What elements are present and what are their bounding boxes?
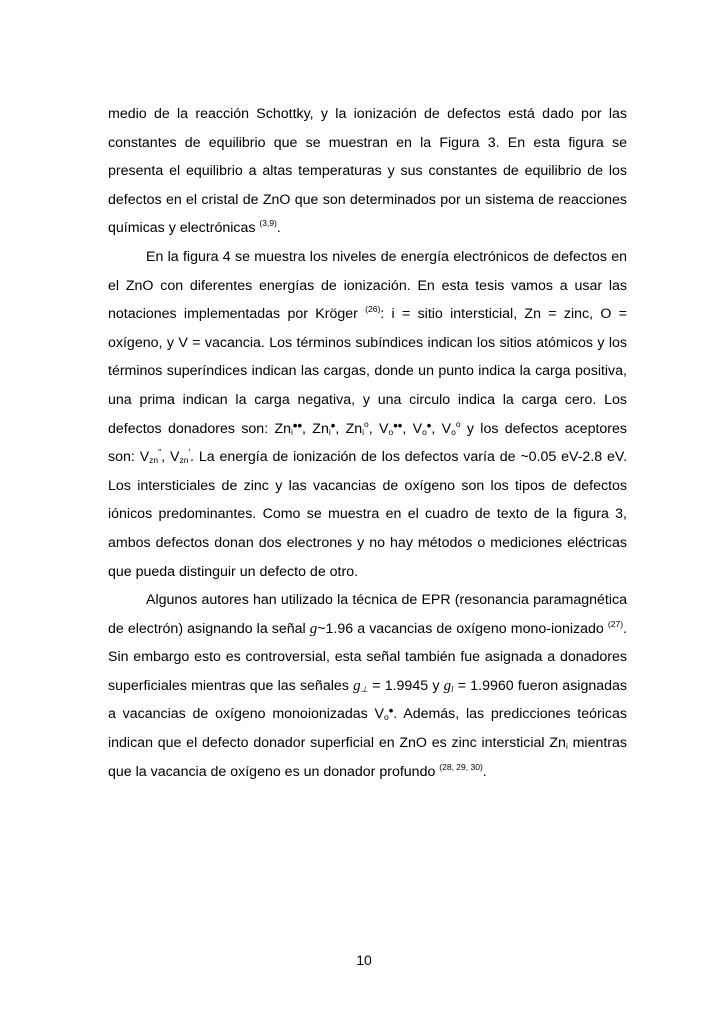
- defect-vo-neutral: $V_o^o$: [441, 418, 461, 437]
- defect-vo-plus: $V_o•$: [374, 703, 394, 723]
- body-text: [108, 100, 627, 786]
- g-parallel-symbol: $g_l$: [443, 677, 454, 694]
- defect-vo-2plus: $V_o••$: [379, 417, 403, 437]
- paragraph-2: En la figura 4 se muestra los niveles de energía electrónicos de defectos en el ZnO con diferentes energías de ionización. En esta tesis vamos a usar las notaciones implementadas por Kröger $^{(26)}$: i = sitio intersticial, Zn = zinc, O = oxígeno, y V = vacancia. Los términos subíndices indican los sitios atómicos y los términos superíndices indican las cargas, donde un punto indica la carga positiva, una prima indican la carga negativa, y una circulo indica la carga cero. Los defectos donadores son: $Zn_i••$, $Zn_i•$, $Zn_i^o$, $V_o••$, $V_o•$, $V_o^o$ y los defectos aceptores son: $V_{zn}''$, $V_{zn}'$. La energía de ionización de los defectos varía de ~0.05 eV-2.8 eV. Los intersticiales de zinc y las vacancias de oxígeno son los tipos de defectos iónicos predominantes. Como se muestra en el cuadro de texto de la figura 3, ambos defectos donan dos electrones y no hay métodos o mediciones eléctricas que pueda distinguir un defecto de otro.: [108, 248, 628, 580]
- citation: (26): [365, 304, 381, 315]
- citation: (28, 29, 30): [439, 761, 483, 772]
- defect-zni: $Zn_i$: [549, 735, 568, 752]
- defect-zni-plus: $Zn_i•$: [312, 417, 336, 437]
- paragraph-3: Algunos autores han utilizado la técnica de EPR (resonancia paramagnética de electrón) asignando la señal g~1.96 a vacancias de oxígeno mono-ionizado $^{(27)}$. Sin embargo esto es controversial, esta señal también fue asignada a donadores superficiales mientras que las señales $g_\perp = 1.9945$ y $g_l = 1.9960$ fueron asignadas a vacancias de oxígeno monoionizadas $V_o•$. Además, las predicciones teóricas indican que el defecto donador superficial en ZnO es zinc intersticial $Zn_i$ mientras que la vacancia de oxígeno es un donador profundo $^{(28, 29, 30)}$.: [108, 592, 628, 780]
- defect-zni-neutral: $Zn_i^o$: [345, 418, 369, 437]
- defect-vo-plus: $V_o•$: [412, 417, 432, 437]
- paragraph-1: medio de la reacción Schottky, y la ionización de defectos está dado por las constantes de equilibrio que se muestran en la Figura 3. En esta figura se presenta el equilibrio a altas temperaturas y sus constantes de equilibrio de los defectos en el cristal de ZnO que son determinados por un sistema de reacciones químicas y electrónicas $^{(3,9)}$.: [108, 106, 627, 237]
- citation: (27): [607, 618, 624, 629]
- g-perpendicular-symbol: $g_\perp$: [353, 677, 368, 694]
- g-factor-symbol: g: [309, 620, 318, 637]
- citation: (3,9): [259, 218, 277, 229]
- defect-vzn-minus: $V_{zn}'$: [170, 447, 191, 466]
- defect-zni-2plus: $Zn_i••$: [274, 417, 303, 437]
- page-number: 10: [356, 952, 372, 968]
- defect-vzn-2minus: $V_{zn}''$: [139, 447, 162, 466]
